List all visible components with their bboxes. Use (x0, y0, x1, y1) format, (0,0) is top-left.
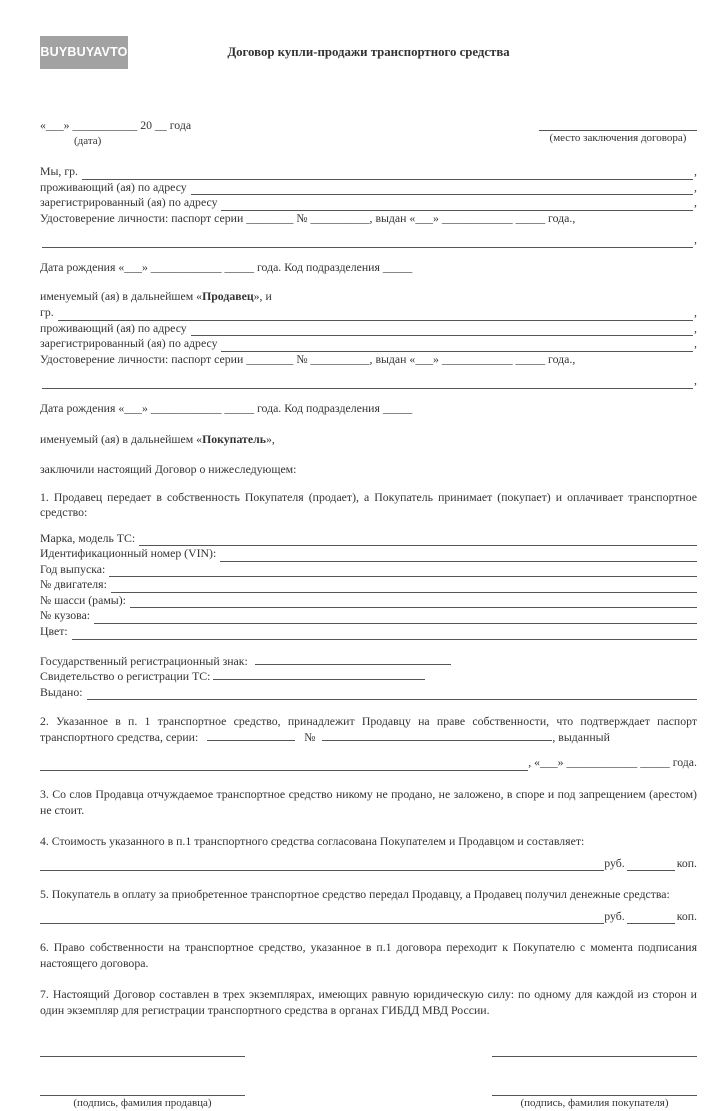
date-caption: (дата) (74, 134, 102, 147)
field-color (40, 624, 697, 640)
buyer-registered-label: зарегистрированный (ая) по адресу (40, 336, 218, 351)
clause-6-text: 6. Право собственности на транспортное средство, указанное в п.1 договора переходит к Покупателю с момента подписания настоящего договора. (40, 940, 697, 970)
comma: , (694, 195, 697, 210)
seller-signature-block (40, 1045, 245, 1111)
date-place-row (40, 118, 697, 148)
clause-7-text: 7. Настоящий Договор составлен в трех экземплярах, имеющих равную юридическую силу: по одному для каждой из сторон и один экземпляр для регистрации транспортного средства в органах ГИБДД МВД России. (40, 987, 697, 1018)
field-reg-plate (40, 654, 697, 670)
kop-label: коп. (676, 855, 697, 870)
clause-4-text: 4. Стоимость указанного в п.1 транспортного средства согласована Покупателем и Продавцом и составляет: (40, 834, 585, 849)
pts-series-blank (207, 730, 295, 740)
seller-registered-label: зарегистрированный (ая) по адресу (40, 195, 218, 210)
logo-text: BUYBUYAVTO (40, 45, 128, 60)
seller-intro-label: Мы, гр. (40, 164, 78, 179)
field-label: № шасси (рамы): (40, 592, 126, 607)
seller-residing-label: проживающий (ая) по адресу (40, 179, 187, 194)
date-block (40, 118, 191, 148)
buyer-passport-row: Удостоверение личности: паспорт серии ________ № __________, выдан «___» ____________ _____ года., (40, 351, 576, 366)
field-label: Свидетельство о регистрации ТС: (40, 669, 211, 684)
reg-cert-blank (213, 670, 425, 680)
reg-plate-blank (255, 654, 451, 664)
buyer-named-row (40, 432, 697, 448)
registration-fields (40, 654, 697, 701)
pts-number-blank (322, 730, 552, 740)
kopecks-blank (627, 861, 675, 871)
field-label: Государственный регистрационный знак: (40, 653, 248, 668)
seller-block (40, 164, 697, 275)
clause-5-text: 5. Покупатель в оплату за приобретенное транспортное средство передал Продавцу, а Продавец получил денежные средства: (40, 887, 670, 902)
clause-2-part1: 2. Указанное в п. 1 транспортное средство, принадлежит Продавцу на праве собственности, что подтверждает паспорт транспортного средства, серии: (40, 714, 697, 744)
color-blank (72, 627, 697, 639)
clause-3-text: 3. Со слов Продавца отчуждаемое транспортное средство никому не продано, не заложено, в споре и под запрещением (арестом) не стоит. (40, 786, 697, 817)
seller-birth-row: Дата рождения «___» ____________ _____ года. Код подразделения _____ (40, 259, 413, 274)
buyer-name-blank (58, 308, 693, 320)
seller-registered-row (40, 195, 697, 211)
seller-name-row (40, 164, 697, 180)
comma: , (694, 232, 697, 247)
named-suffix: », и (253, 289, 272, 304)
rub-label: руб. (604, 855, 625, 870)
seller-signature-blank (40, 1045, 245, 1058)
seller-passport-continuation-blank (42, 236, 693, 248)
body-no-blank (94, 612, 697, 624)
buyer-signature-blank (492, 1045, 697, 1058)
place-caption: (место заключения договора) (549, 131, 687, 144)
seller-residing-row (40, 180, 697, 196)
seller-signature-caption: (подпись, фамилия продавца) (73, 1097, 212, 1110)
clause-4-amount-row (40, 856, 697, 872)
rub-label: руб. (604, 908, 625, 923)
field-engine-no (40, 577, 697, 593)
clause-1-text: 1. Продавец передает в собственность Покупателя (продает), а Покупатель принимает (покупает) и оплачивает транспортное средство: (40, 489, 697, 520)
named-suffix: », (265, 432, 275, 447)
buyer-signature-block (492, 1045, 697, 1111)
clause-5-amount-row (40, 909, 697, 925)
field-reg-cert (40, 669, 697, 685)
vehicle-fields (40, 531, 697, 640)
buyer-passport-continuation-blank (42, 377, 693, 389)
place-blank (539, 118, 697, 131)
buyer-residing-blank (191, 324, 693, 336)
comma: , (694, 179, 697, 194)
buyer-intro-label: гр. (40, 305, 54, 320)
seller-registered-blank (221, 199, 693, 211)
named-prefix: именуемый (ая) в дальнейшем « (40, 289, 203, 304)
seller-name-blank (82, 167, 693, 179)
vin-blank (220, 550, 697, 562)
year-blank (109, 565, 697, 577)
paid-blank (40, 912, 604, 924)
clause-2-part2: , выданный (552, 729, 610, 744)
buyer-signature-name-blank (492, 1083, 697, 1096)
signature-section (40, 1045, 697, 1111)
seller-residing-blank (191, 183, 693, 195)
buyer-role: Покупатель (202, 432, 266, 447)
named-prefix: именуемый (ая) в дальнейшем « (40, 432, 203, 447)
buyer-residing-row (40, 321, 697, 337)
clause-2-issuer-row (40, 755, 697, 771)
field-body-no (40, 608, 697, 624)
buyer-residing-label: проживающий (ая) по адресу (40, 320, 187, 335)
field-vin (40, 546, 697, 562)
field-label: № кузова: (40, 608, 91, 623)
seller-passport-row: Удостоверение личности: паспорт серии ________ № __________, выдан «___» ____________ _____ года., (40, 210, 576, 225)
document-title: Договор купли-продажи транспортного средства (227, 45, 510, 59)
buybuyavto-logo (40, 36, 128, 69)
number-sign: № (304, 729, 316, 744)
chassis-no-blank (130, 596, 697, 608)
engine-no-blank (111, 581, 697, 593)
issued-blank (87, 688, 697, 700)
comma: , (694, 336, 697, 351)
field-label: Идентификационный номер (VIN): (40, 546, 217, 561)
buyer-passport-continuation-row (40, 373, 697, 389)
seller-role: Продавец (202, 289, 254, 304)
field-chassis-no (40, 593, 697, 609)
comma: , (694, 373, 697, 388)
buyer-registered-blank (221, 340, 693, 352)
buyer-birth-row: Дата рождения «___» ____________ _____ года. Код подразделения _____ (40, 400, 413, 415)
comma: , (694, 320, 697, 335)
field-label: № двигателя: (40, 577, 107, 592)
make-model-blank (139, 534, 697, 546)
buyer-block (40, 305, 697, 416)
clause-2-tail: , «___» ____________ _____ года. (528, 755, 697, 770)
field-year (40, 562, 697, 578)
buyer-name-row (40, 305, 697, 321)
field-make-model (40, 531, 697, 547)
field-issued (40, 685, 697, 701)
document-header (40, 34, 697, 96)
field-label: Выдано: (40, 684, 83, 699)
pts-issuer-blank (40, 759, 528, 771)
date-line: «___» ___________ 20 __ года (40, 118, 192, 132)
buyer-registered-row (40, 336, 697, 352)
paid-kopecks-blank (627, 914, 675, 924)
field-label: Марка, модель ТС: (40, 530, 136, 545)
kop-label: коп. (676, 908, 697, 923)
comma: , (694, 305, 697, 320)
field-label: Год выпуска: (40, 561, 106, 576)
conclude-row: заключили настоящий Договор о нижеследующем: (40, 461, 297, 476)
price-blank (40, 859, 604, 871)
comma: , (694, 164, 697, 179)
seller-passport-continuation-row (40, 232, 697, 248)
buyer-signature-caption: (подпись, фамилия покупателя) (520, 1097, 669, 1110)
seller-named-row (40, 289, 697, 305)
place-block (539, 118, 697, 148)
clause-2-text (40, 714, 697, 745)
field-label: Цвет: (40, 624, 68, 639)
seller-signature-name-blank (40, 1083, 245, 1096)
